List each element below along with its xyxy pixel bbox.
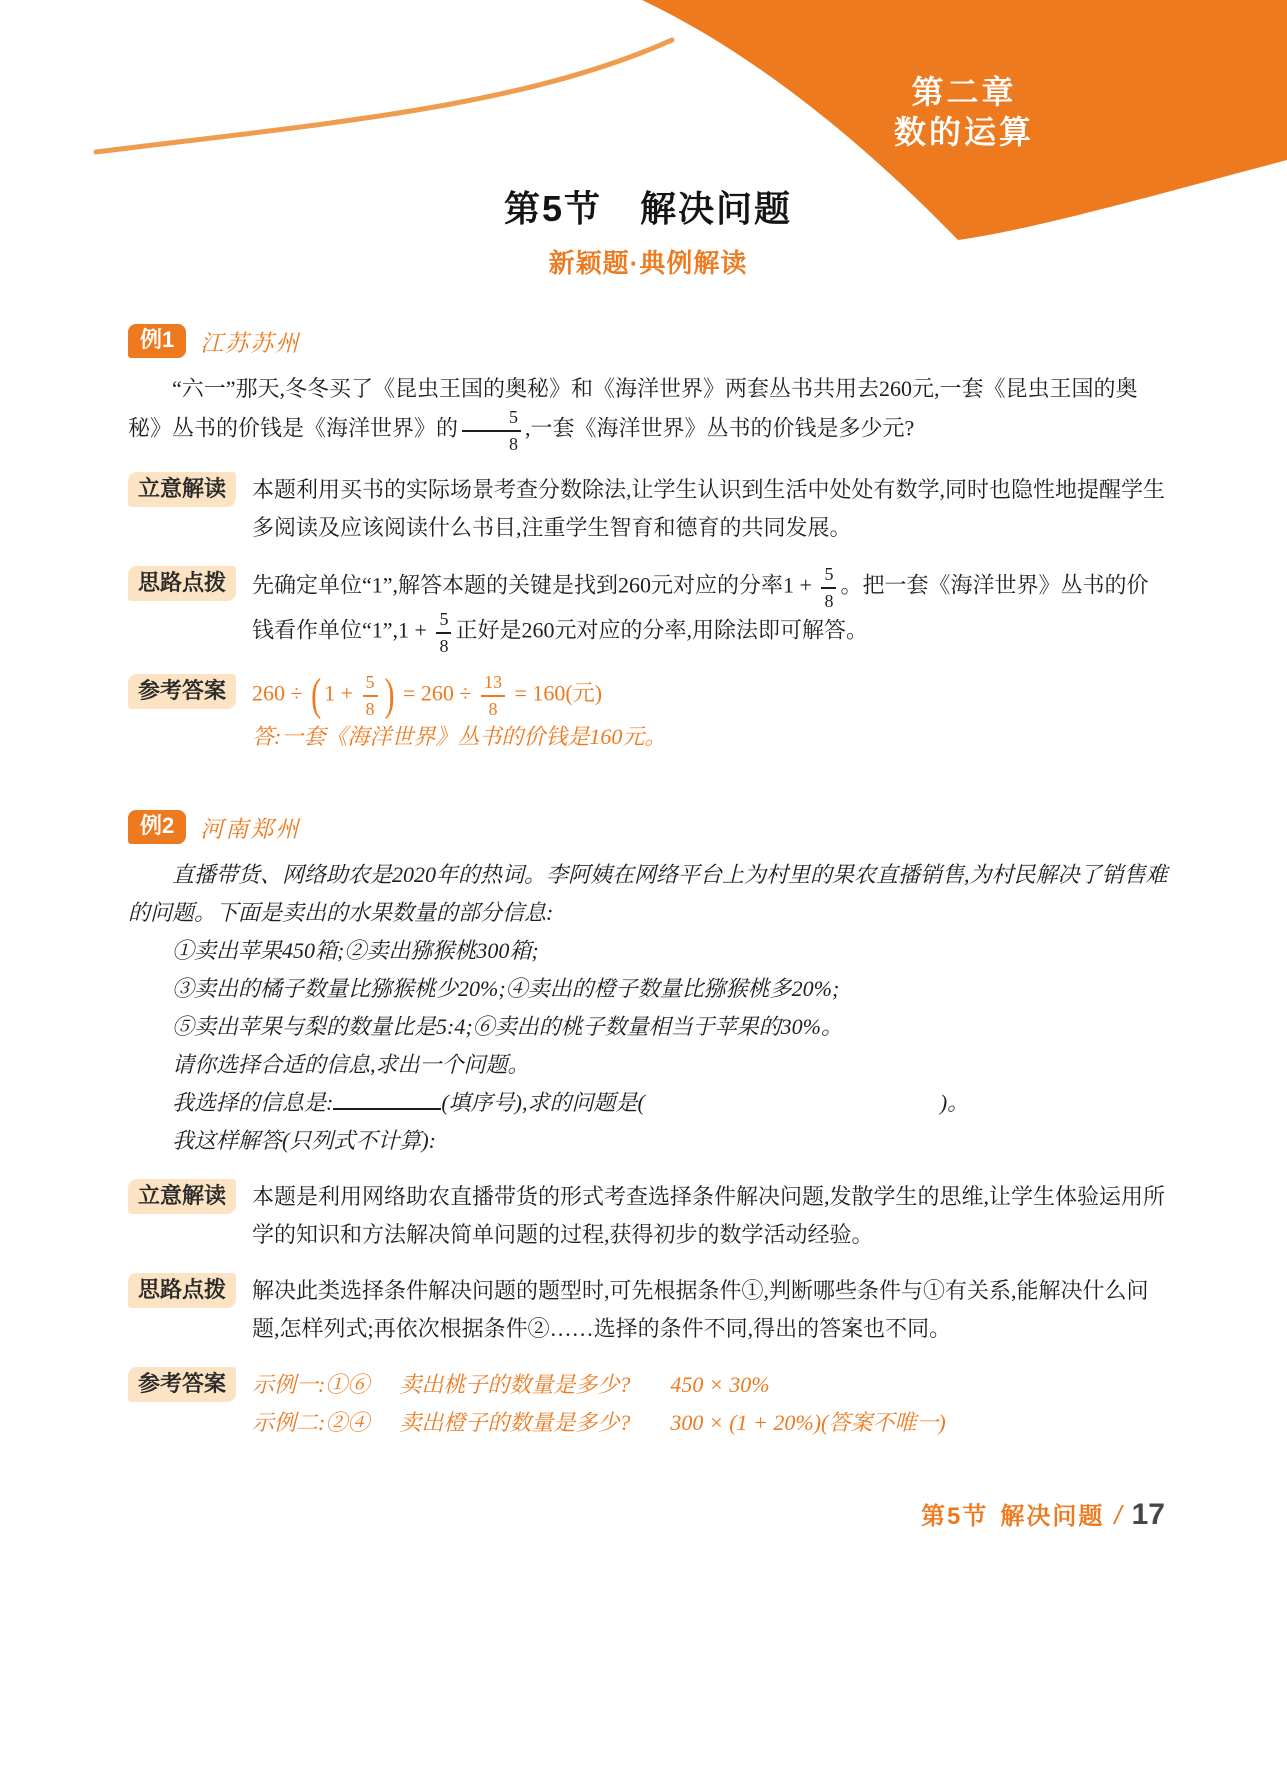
footer-section-title [921, 1496, 1104, 1531]
hint-label: 思路点拨 [128, 1273, 236, 1308]
fill-in-blank [333, 1088, 441, 1110]
hint-text: 先确定单位“1”,解答本题的关键是找到260元对应的分率1 + $\frac{5}{8}$ 。把一套《海洋世界》丛书的价钱看作单位“1”,1 + $\frac{5}{8}$ 正好是260元对应的分率,用除法即可解答。 [252, 564, 1149, 656]
spacer [369, 1391, 399, 1392]
footer-page-number: 17 [1131, 1498, 1165, 1531]
spacer [645, 1109, 940, 1110]
intent-body [252, 471, 1168, 547]
example-2-source: 河南郑州 [200, 816, 301, 842]
intent-text: 本题利用买书的实际场景考查分数除法,让学生认识到生活中处处有数学,同时也隐性地提醒学生多阅读及应该阅读什么书目,注重学生智育和德育的共同发展。 [252, 477, 1166, 540]
footer-section-number: 第5节 [921, 1503, 989, 1530]
example-2-fill-in-line: 我选择的信息是: (填序号),求的问题是( )。 [172, 1090, 970, 1115]
fraction: $\frac{5}{8}$ [821, 565, 836, 610]
example-2-answer-section [128, 1366, 1168, 1442]
chapter-banner [894, 72, 1034, 152]
chapter-title: 数的运算 [893, 114, 1034, 150]
example-2-condition-3-4: ③卖出的橘子数量比猕猴桃少20%;④卖出的橙子数量比猕猴桃多20%; [172, 976, 840, 1001]
example-2-solve-line: 我这样解答(只列式不计算): [172, 1128, 436, 1153]
page-subtitle: 新颖题·典例解读 [548, 248, 748, 278]
example-1-hint-section [128, 565, 1168, 655]
example-2-header [128, 810, 1168, 844]
example-2-badge: 例2 [128, 810, 186, 844]
hint-body [252, 1272, 1168, 1348]
intent-body [252, 1178, 1168, 1254]
spacer [630, 1391, 670, 1392]
answer-label: 参考答案 [128, 674, 236, 709]
answer-equation: 260 ÷ ( 1 + $\frac{5}{8}$ ) = 260 ÷ $\frac{13}{8}$ = 160(元) [252, 670, 603, 720]
example-2-intent-section [128, 1178, 1168, 1254]
example-2-hint-section [128, 1272, 1168, 1348]
intent-label: 立意解读 [128, 1179, 236, 1214]
example-2 [128, 810, 1168, 1442]
answer-body [252, 670, 1168, 756]
section-title: 第5节 解决问题 [503, 188, 793, 229]
answer-body [252, 1366, 1168, 1442]
hint-label: 思路点拨 [128, 566, 236, 601]
example-2-condition-5-6: ⑤卖出苹果与梨的数量比是5:4;⑥卖出的桃子数量相当于苹果的30%。 [172, 1014, 843, 1039]
fraction: $\frac{5}{8}$ [462, 408, 521, 453]
example-1-problem: “六一”那天,冬冬买了《昆虫王国的奥秘》和《海洋世界》两套丛书共用去260元,一套《昆虫王国的奥秘》丛书的价钱是《海洋世界》的 $\frac{5}{8}$ ,一套《海洋世界》丛书的价钱是多少元? [128, 376, 1138, 454]
example-1-intent-section [128, 471, 1168, 547]
hint-text: 解决此类选择条件解决问题的题型时,可先根据条件①,判断哪些条件与①有关系,能解决什么问题,怎样列式;再依次根据条件②……选择的条件不同,得出的答案也不同。 [252, 1278, 1149, 1341]
page-content [128, 186, 1168, 1442]
example-2-problem-intro: 直播带货、网络助农是2020年的热词。李阿姨在网络平台上为村里的果农直播销售,为村民解决了销售难的问题。下面是卖出的水果数量的部分信息: [128, 862, 1168, 925]
fraction: $\frac{13}{8}$ [481, 673, 505, 718]
wave-line-decoration [96, 40, 672, 152]
answer-sample-1: 示例一:①⑥ 卖出桃子的数量是多少? 450 × 30% [252, 1372, 770, 1397]
answer-label: 参考答案 [128, 1367, 236, 1402]
spacer [630, 1429, 670, 1430]
example-2-condition-1-2: ①卖出苹果450箱;②卖出猕猴桃300箱; [172, 938, 539, 963]
big-parenthesis: ( [311, 670, 322, 720]
example-1 [128, 324, 1168, 756]
spacer [369, 1429, 399, 1430]
page-footer [921, 1496, 1165, 1532]
hint-body [252, 565, 1168, 655]
example-2-instruction: 请你选择合适的信息,求出一个问题。 [172, 1052, 530, 1077]
intent-text: 本题是利用网络助农直播带货的形式考查选择条件解决问题,发散学生的思维,让学生体验运用所学的知识和方法解决简单问题的过程,获得初步的数学活动经验。 [252, 1184, 1166, 1247]
fraction: $\frac{5}{8}$ [436, 610, 451, 655]
answer-statement: 答:一套《海洋世界》丛书的价钱是160元。 [252, 724, 667, 749]
example-1-source: 江苏苏州 [200, 330, 301, 356]
fraction: $\frac{5}{8}$ [363, 673, 378, 718]
big-parenthesis: ) [384, 670, 395, 720]
example-1-badge: 例1 [128, 324, 186, 358]
example-1-header [128, 324, 1168, 358]
intent-label: 立意解读 [128, 472, 236, 507]
footer-section-name: 解决问题 [1000, 1503, 1105, 1530]
example-1-answer-section [128, 670, 1168, 756]
footer-separator: / [1114, 1500, 1122, 1530]
answer-sample-2: 示例二:②④ 卖出橙子的数量是多少? 300 × (1 + 20%)(答案不唯一) [252, 1410, 946, 1435]
chapter-number: 第二章 [911, 74, 1017, 110]
